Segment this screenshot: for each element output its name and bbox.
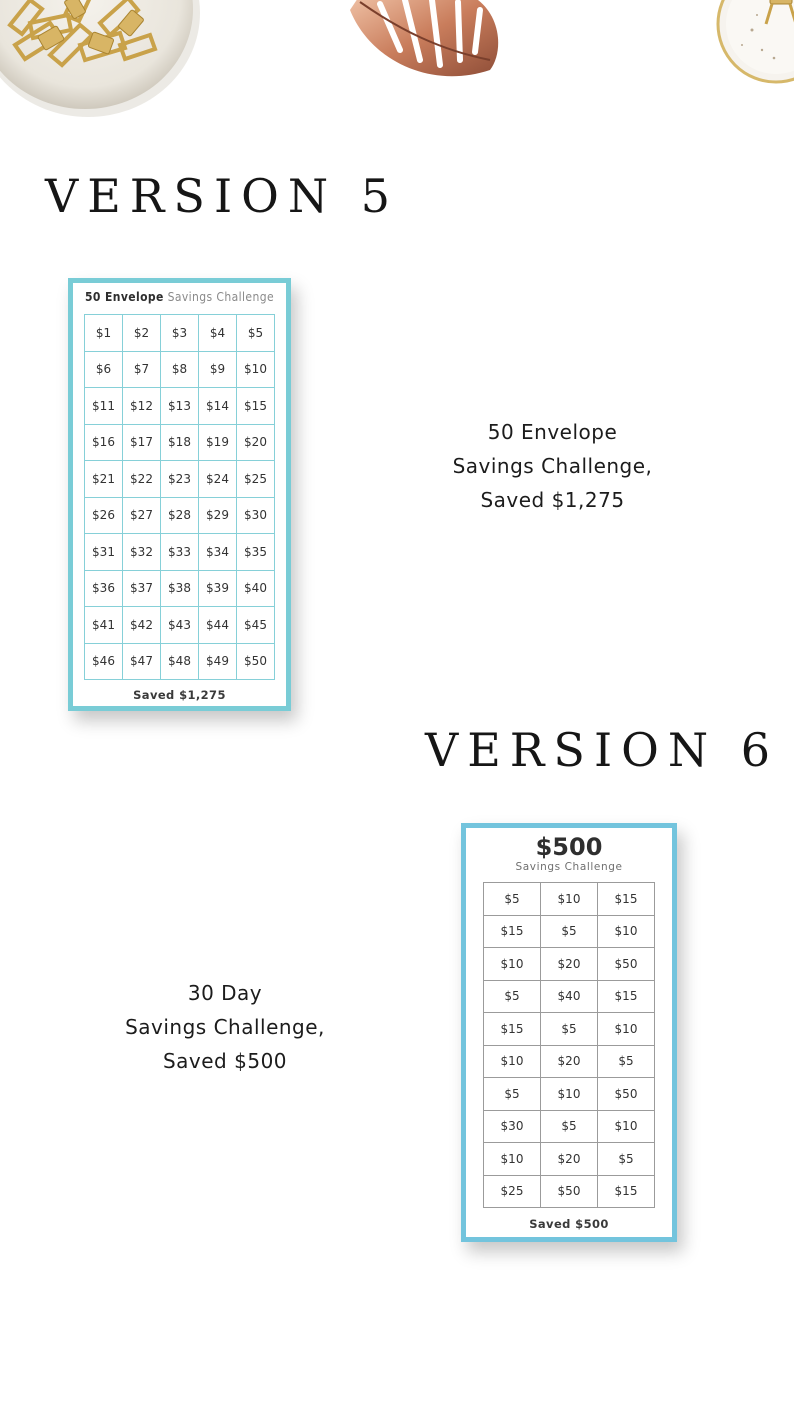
card-title <box>73 290 286 304</box>
grid-cell: $10 <box>541 1078 598 1111</box>
grid-cell: $42 <box>123 607 161 644</box>
grid-cell: $15 <box>598 883 655 916</box>
grid-row <box>484 1175 655 1208</box>
grid-cell: $5 <box>598 1045 655 1078</box>
grid-cell: $14 <box>199 388 237 425</box>
grid-cell: $50 <box>541 1175 598 1208</box>
grid-row <box>85 570 275 607</box>
grid-row <box>85 388 275 425</box>
grid-cell: $5 <box>484 1078 541 1111</box>
description-line: Saved $500 <box>162 1049 288 1073</box>
grid-cell: $26 <box>85 497 123 534</box>
grid-cell: $32 <box>123 534 161 571</box>
description-line: Savings Challenge, <box>452 454 653 478</box>
grid-cell: $27 <box>123 497 161 534</box>
grid-cell: $24 <box>199 461 237 498</box>
grid-cell: $5 <box>541 1110 598 1143</box>
grid-cell: $49 <box>199 643 237 680</box>
card-footer-total: Saved $500 <box>529 1217 609 1231</box>
grid-cell: $47 <box>123 643 161 680</box>
grid-row <box>484 948 655 981</box>
card-amount-title: $500 <box>535 833 603 861</box>
grid-cell: $10 <box>484 1045 541 1078</box>
grid-cell: $48 <box>161 643 199 680</box>
envelope-grid <box>84 314 275 680</box>
grid-cell: $15 <box>237 388 275 425</box>
grid-row <box>85 315 275 352</box>
description-line: 30 Day <box>187 981 263 1005</box>
version-6-title: VERSION 6 <box>425 723 779 777</box>
grid-cell: $43 <box>161 607 199 644</box>
grid-cell: $39 <box>199 570 237 607</box>
grid-cell: $50 <box>598 1078 655 1111</box>
grid-cell: $30 <box>484 1110 541 1143</box>
grid-cell: $30 <box>237 497 275 534</box>
paper-clips-bowl-icon <box>0 0 200 120</box>
grid-cell: $19 <box>199 424 237 461</box>
grid-cell: $40 <box>541 980 598 1013</box>
grid-cell: $1 <box>85 315 123 352</box>
grid-cell: $10 <box>237 351 275 388</box>
trinket-dish-icon <box>712 0 794 88</box>
grid-cell: $18 <box>161 424 199 461</box>
grid-row <box>85 497 275 534</box>
grid-row <box>85 534 275 571</box>
grid-cell: $10 <box>598 1013 655 1046</box>
grid-row <box>484 1110 655 1143</box>
grid-cell: $6 <box>85 351 123 388</box>
grid-cell: $5 <box>484 980 541 1013</box>
grid-cell: $20 <box>541 1045 598 1078</box>
grid-cell: $4 <box>199 315 237 352</box>
grid-cell: $11 <box>85 388 123 425</box>
grid-cell: $44 <box>199 607 237 644</box>
grid-cell: $10 <box>484 948 541 981</box>
grid-cell: $31 <box>85 534 123 571</box>
grid-cell: $50 <box>598 948 655 981</box>
grid-cell: $36 <box>85 570 123 607</box>
grid-cell: $15 <box>484 915 541 948</box>
grid-row <box>484 1078 655 1111</box>
savings-500-card <box>461 823 677 1242</box>
description-line: Saved $1,275 <box>480 488 625 512</box>
grid-cell: $20 <box>541 948 598 981</box>
grid-cell: $34 <box>199 534 237 571</box>
grid-cell: $29 <box>199 497 237 534</box>
grid-row <box>484 1013 655 1046</box>
grid-cell: $15 <box>484 1013 541 1046</box>
grid-row <box>484 1143 655 1176</box>
grid-cell: $22 <box>123 461 161 498</box>
grid-cell: $9 <box>199 351 237 388</box>
grid-cell: $10 <box>541 883 598 916</box>
savings-grid <box>483 882 655 1208</box>
grid-cell: $10 <box>598 1110 655 1143</box>
grid-row <box>484 915 655 948</box>
grid-cell: $50 <box>237 643 275 680</box>
grid-cell: $17 <box>123 424 161 461</box>
grid-row <box>484 883 655 916</box>
grid-cell: $25 <box>237 461 275 498</box>
grid-cell: $5 <box>598 1143 655 1176</box>
grid-cell: $45 <box>237 607 275 644</box>
grid-row <box>85 607 275 644</box>
grid-cell: $15 <box>598 980 655 1013</box>
version-5-title: VERSION 5 <box>45 169 399 223</box>
grid-cell: $21 <box>85 461 123 498</box>
card-title-light: Savings Challenge <box>167 290 274 304</box>
grid-cell: $37 <box>123 570 161 607</box>
grid-cell: $40 <box>237 570 275 607</box>
card-footer-total: Saved $1,275 <box>133 688 226 702</box>
grid-cell: $38 <box>161 570 199 607</box>
description-line: 50 Envelope <box>487 420 618 444</box>
grid-cell: $10 <box>484 1143 541 1176</box>
grid-cell: $25 <box>484 1175 541 1208</box>
grid-cell: $35 <box>237 534 275 571</box>
grid-row <box>484 1045 655 1078</box>
grid-cell: $28 <box>161 497 199 534</box>
grid-cell: $33 <box>161 534 199 571</box>
grid-row <box>85 424 275 461</box>
grid-cell: $12 <box>123 388 161 425</box>
grid-cell: $2 <box>123 315 161 352</box>
grid-row <box>85 643 275 680</box>
grid-cell: $46 <box>85 643 123 680</box>
grid-cell: $16 <box>85 424 123 461</box>
grid-cell: $3 <box>161 315 199 352</box>
envelope-challenge-card <box>68 278 291 711</box>
grid-cell: $5 <box>484 883 541 916</box>
grid-cell: $5 <box>237 315 275 352</box>
grid-row <box>484 980 655 1013</box>
grid-cell: $20 <box>541 1143 598 1176</box>
grid-cell: $10 <box>598 915 655 948</box>
grid-row <box>85 351 275 388</box>
grid-cell: $5 <box>541 915 598 948</box>
grid-row <box>85 461 275 498</box>
grid-cell: $5 <box>541 1013 598 1046</box>
grid-cell: $7 <box>123 351 161 388</box>
version-5-description <box>430 415 675 517</box>
card-title-bold: 50 Envelope <box>84 290 164 304</box>
monstera-leaf-icon <box>340 0 508 90</box>
grid-cell: $41 <box>85 607 123 644</box>
grid-cell: $15 <box>598 1175 655 1208</box>
grid-cell: $13 <box>161 388 199 425</box>
version-6-description <box>110 976 340 1078</box>
grid-cell: $20 <box>237 424 275 461</box>
grid-cell: $8 <box>161 351 199 388</box>
grid-cell: $23 <box>161 461 199 498</box>
card-subtitle: Savings Challenge <box>515 861 623 873</box>
description-line: Savings Challenge, <box>125 1015 325 1039</box>
